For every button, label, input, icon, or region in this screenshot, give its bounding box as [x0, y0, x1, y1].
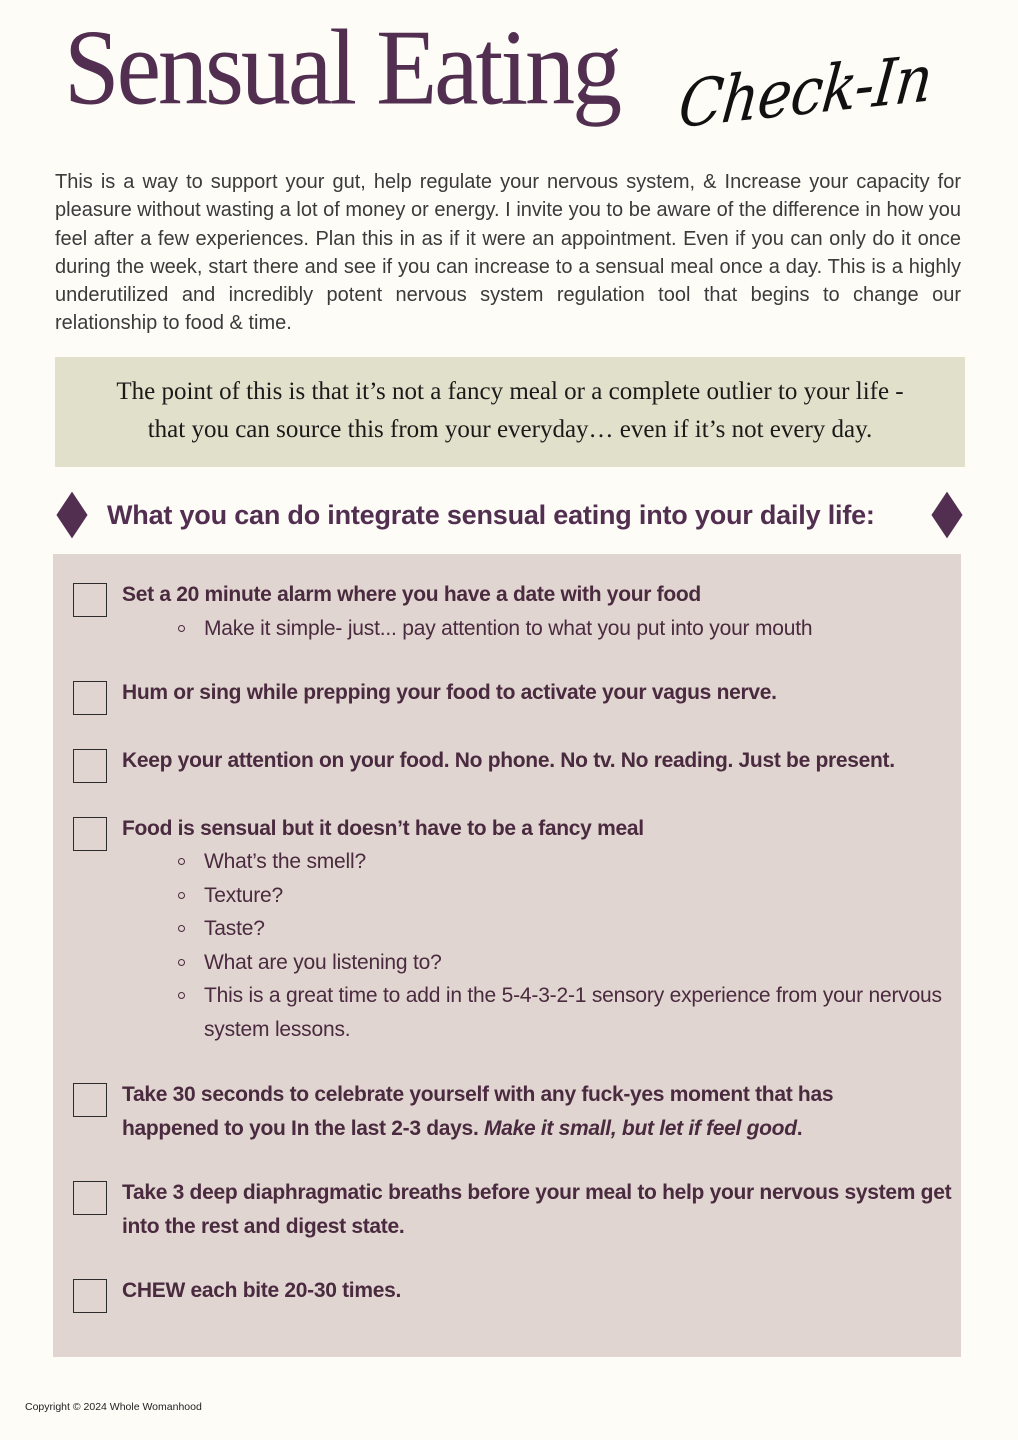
- sub-list-item-text: This is a great time to add in the 5-4-3-2-1 sensory experience from your nervous system lessons.: [204, 984, 942, 1041]
- bullet-icon: [178, 858, 185, 865]
- sub-list-item: [177, 879, 957, 913]
- checklist-item-main-text: Take 30 seconds to celebrate yourself with any fuck-yes moment that has happened to you In the last 2-3 days.: [122, 1083, 834, 1140]
- page-subtitle-script: Check-In: [675, 41, 936, 144]
- bullet-icon: [178, 992, 185, 999]
- checkbox[interactable]: [73, 817, 107, 851]
- section-heading-text: What you can do integrate sensual eating into your daily life:: [107, 500, 875, 530]
- sub-list-item: [177, 979, 957, 1046]
- bullet-icon: [178, 925, 185, 932]
- diamond-icon: [56, 492, 87, 539]
- checklist-item-text: Food is sensual but it doesn’t have to be a fancy meal: [122, 817, 644, 840]
- sub-list-item-text: What’s the smell?: [204, 850, 366, 873]
- checklist-item-text: Set a 20 minute alarm where you have a date with your food: [122, 583, 701, 606]
- checklist: [53, 554, 961, 1357]
- sub-list: [177, 612, 957, 646]
- page-title: Sensual Eating: [64, 7, 620, 128]
- checklist-item-text: Keep your attention on your food. No phone. No tv. No reading. Just be present.: [122, 749, 895, 772]
- checklist-item-text: Take 3 deep diaphragmatic breaths before your meal to help your nervous system get into the rest and digest state.: [122, 1181, 952, 1238]
- checklist-item-text: Hum or sing while prepping your food to activate your vagus nerve.: [122, 681, 777, 704]
- quote-line-1: The point of this is that it’s not a fancy meal or a complete outlier to your life -: [116, 378, 904, 405]
- sub-list-item-text: Texture?: [204, 883, 283, 907]
- checklist-item-text: [122, 1078, 892, 1145]
- quote-callout: [55, 357, 965, 467]
- sub-list-item: [177, 845, 957, 879]
- copyright-notice: Copyright © 2024 Whole Womanhood: [25, 1401, 202, 1413]
- sub-list-item-text: Taste?: [204, 917, 265, 940]
- checklist-item-emphasis: Make it small, but let if feel good: [484, 1116, 797, 1140]
- checklist-item-text: CHEW each bite 20-30 times.: [122, 1279, 401, 1302]
- checkbox[interactable]: [73, 681, 107, 715]
- section-heading: [55, 493, 965, 537]
- sub-list-item: [177, 612, 957, 646]
- bullet-icon: [178, 892, 185, 899]
- bullet-icon: [178, 959, 185, 966]
- sub-list-item-text: Make it simple- just... pay attention to what you put into your mouth: [204, 617, 813, 640]
- sub-list: [177, 845, 957, 1046]
- sub-list-item: [177, 912, 957, 946]
- bullet-icon: [178, 625, 185, 632]
- diamond-icon: [931, 492, 962, 539]
- checklist-item-suffix: .: [796, 1116, 803, 1140]
- checkbox[interactable]: [73, 583, 107, 617]
- quote-line-2: that you can source this from your everyday… even if it’s not every day.: [147, 416, 873, 443]
- sub-list-item: [177, 946, 957, 980]
- checkbox[interactable]: [73, 1083, 107, 1117]
- checkbox[interactable]: [73, 1181, 107, 1215]
- checkbox[interactable]: [73, 749, 107, 783]
- intro-paragraph: This is a way to support your gut, help regulate your nervous system, & Increase your capacity for pleasure without wasting a lot of money or energy. I invite you to be aware of the difference in how you feel after a few experiences. Plan this in as if it were an appointment. Even if you can only do it once during the week, start there and see if you can increase to a sensual meal once a day. This is a highly underutilized and incredibly potent nervous system regulation tool that begins to change our relationship to food & time.: [55, 171, 961, 335]
- sub-list-item-text: What are you listening to?: [204, 950, 442, 974]
- checkbox[interactable]: [73, 1279, 107, 1313]
